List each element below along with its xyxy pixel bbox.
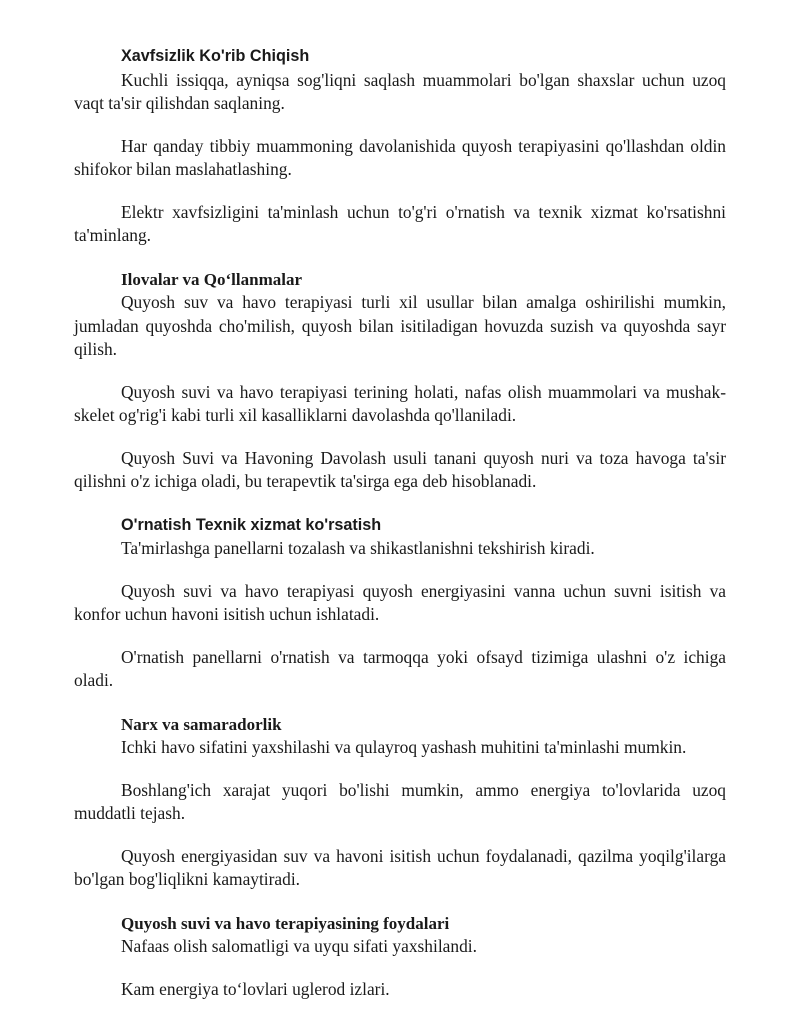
- paragraph: Elektr xavfsizligini ta'minlash uchun to'g'ri o'rnatish va texnik xizmat ko'rsatishni ta'minlang.: [74, 201, 726, 245]
- paragraph: Nafaas olish salomatligi va uyqu sifati yaxshilandi.: [121, 936, 477, 956]
- paragraph: Ichki havo sifatini yaxshilashi va qulayroq yashash muhitini ta'minlashi mumkin.: [121, 737, 687, 757]
- section-heading: Ilovalar va Qo‘llanmalar: [121, 269, 303, 289]
- paragraph: Ta'mirlashga panellarni tozalash va shikastlanishni tekshirish kiradi.: [121, 538, 595, 558]
- paragraph: Boshlang'ich xarajat yuqori bo'lishi mumkin, ammo energiya to'lovlarida uzoq muddatli tejash.: [74, 779, 726, 823]
- paragraph: Kam energiya to‘lovlari uglerod izlari.: [121, 978, 390, 999]
- paragraph: Quyosh energiyasidan suv va havoni isitish uchun foydalanadi, qazilma yoqilg'ilarga bo'lgan bog'liqlikni kamaytiradi.: [74, 845, 726, 889]
- section-benefits: [74, 912, 726, 1002]
- paragraph: Quyosh Suvi va Havoning Davolash usuli tanani quyosh nuri va toza havoga ta'sir qilishni o'z ichiga oladi, bu terapevtik ta'sirga ega deb hisoblanadi.: [74, 447, 726, 491]
- paragraph: Har qanday tibbiy muammoning davolanishida quyosh terapiyasini qo'llashdan oldin shifokor bilan maslahatlashing.: [74, 135, 726, 179]
- section-applications: [74, 268, 726, 494]
- section-heading: Quyosh suvi va havo terapiyasining foydalari: [121, 913, 450, 933]
- paragraph: Kuchli issiqqa, ayniqsa sog'liqni saqlash muammolari bo'lgan shaxslar uchun uzoq vaqt ta'sir qilishdan saqlaning.: [74, 69, 726, 113]
- section-heading: Narx va samaradorlik: [121, 714, 282, 734]
- paragraph: O'rnatish panellarni o'rnatish va tarmoqqa yoki ofsayd tizimiga ulashni o'z ichiga oladi.: [74, 646, 726, 690]
- section-heading: Xavfsizlik Ko'rib Chiqish: [121, 47, 310, 65]
- section-cost-efficiency: [74, 713, 726, 892]
- paragraph: Quyosh suvi va havo terapiyasi terining holati, nafas olish muammolari va mushak-skelet og'rig'i kabi turli xil kasalliklarni davolashda qo'llaniladi.: [74, 381, 726, 425]
- paragraph: Quyosh suv va havo terapiyasi turli xil usullar bilan amalga oshirilishi mumkin, jumladan quyoshda cho'milish, quyosh bilan isitiladigan hovuzda suzish va quyoshda sayr qilish.: [74, 292, 726, 359]
- section-installation: [74, 514, 726, 693]
- section-safety: [74, 45, 726, 248]
- paragraph: Quyosh suvi va havo terapiyasi quyosh energiyasini vanna uchun suvni isitish va konfor uchun havoni isitish uchun ishlatadi.: [74, 580, 726, 624]
- section-heading: O'rnatish Texnik xizmat ko'rsatish: [121, 515, 382, 534]
